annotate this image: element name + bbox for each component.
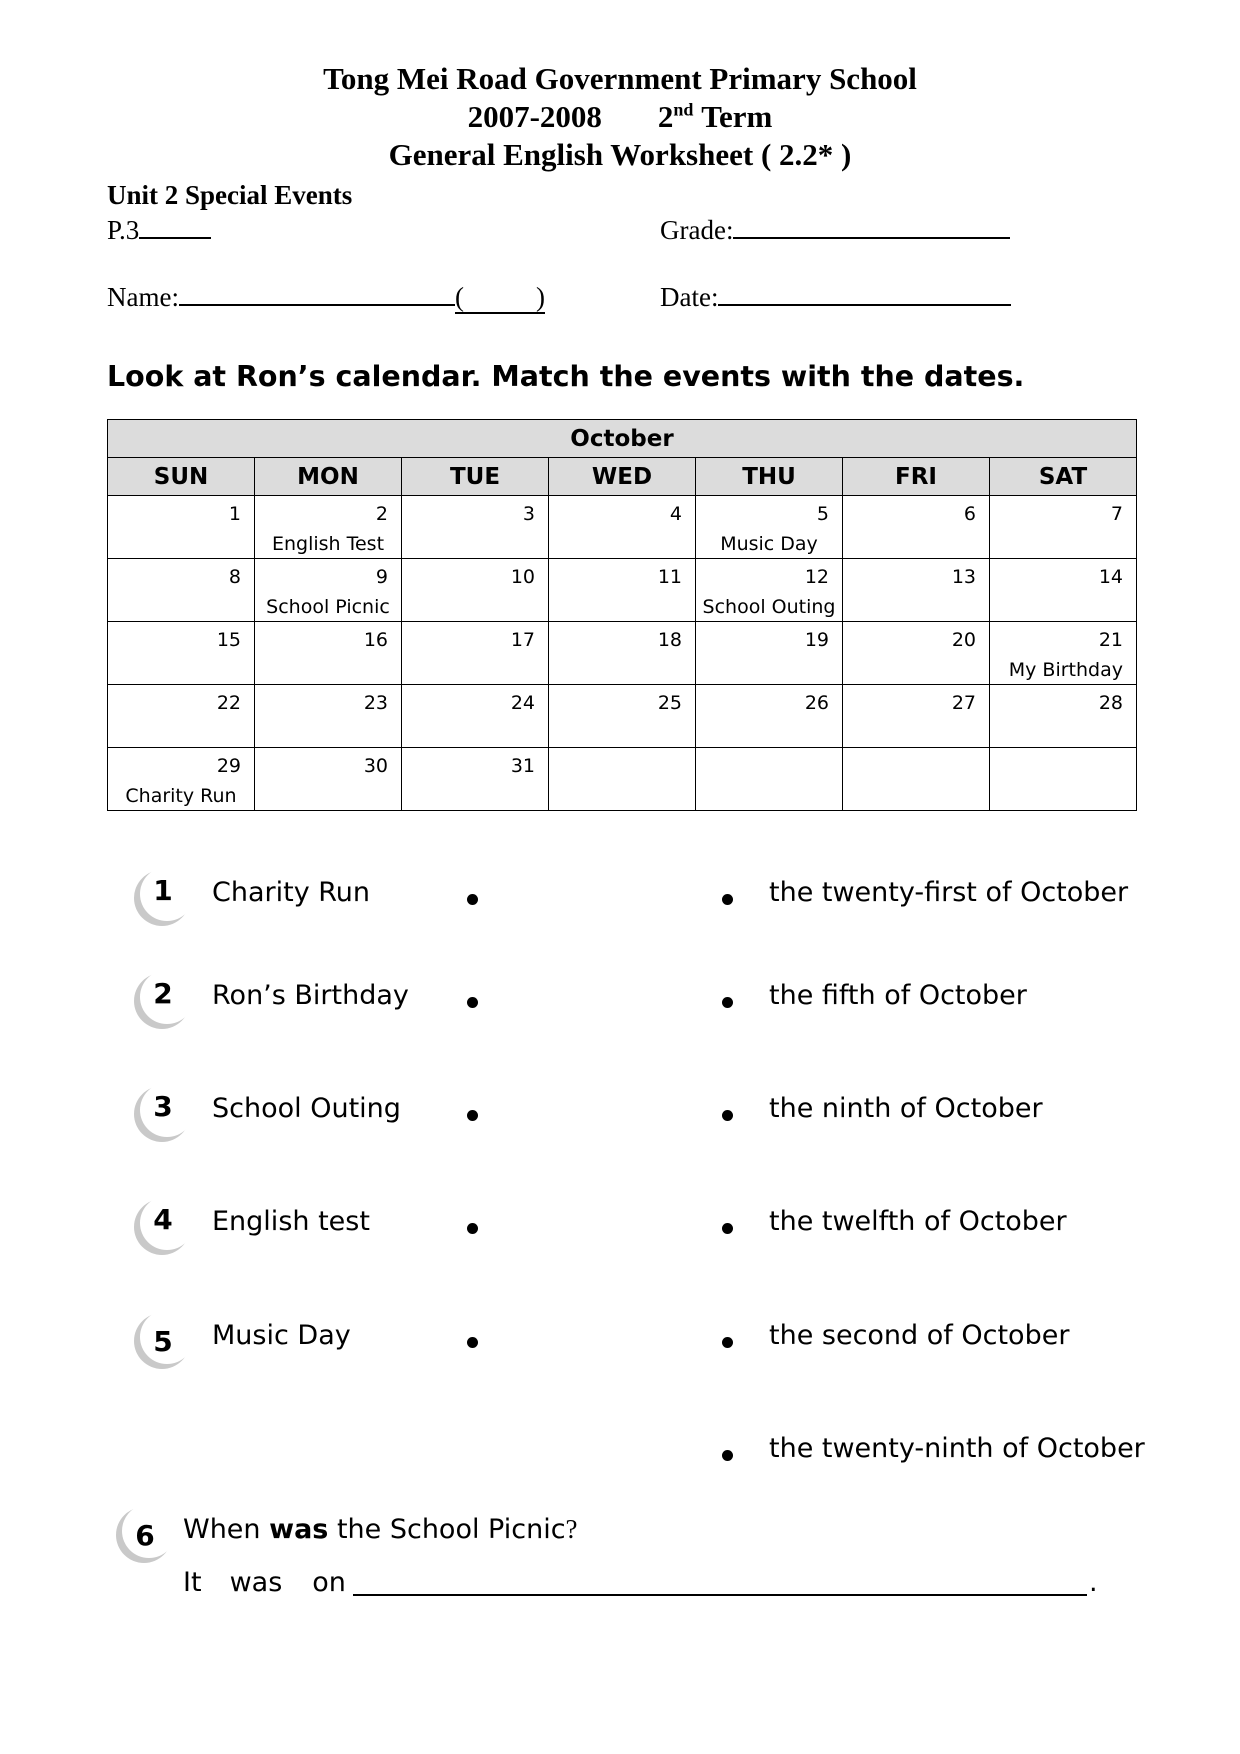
question-number: 6: [135, 1519, 155, 1552]
calendar-weekday-row: [108, 458, 1137, 496]
name-blank[interactable]: [179, 280, 455, 306]
school-name: Tong Mei Road Government Primary School: [323, 61, 917, 96]
calendar-day-cell: [255, 559, 402, 622]
calendar-day-cell: [108, 748, 255, 811]
event-label: Music Day: [212, 1320, 351, 1351]
day-event: School Picnic: [266, 596, 390, 618]
day-number: 4: [669, 503, 682, 525]
term-line: [0, 98, 1240, 136]
ron-calendar: [107, 419, 1137, 811]
calendar-day-cell: [255, 622, 402, 685]
worksheet-header: [0, 60, 1240, 174]
day-number: 16: [363, 629, 388, 651]
term-number-value: 2: [657, 99, 674, 134]
day-number: 10: [510, 566, 535, 588]
question-badge: [134, 870, 190, 926]
calendar-day-cell: [402, 685, 549, 748]
calendar-day-cell: [402, 559, 549, 622]
unit-title: Unit 2 Special Events: [107, 180, 353, 210]
day-number: 25: [657, 692, 682, 714]
day-number: 12: [804, 566, 829, 588]
instruction: Look at Ron’s calendar. Match the events with the dates.: [107, 360, 1025, 393]
question-6-text: [183, 1514, 578, 1545]
day-number: 14: [1098, 566, 1123, 588]
question-number: 2: [153, 977, 173, 1010]
paren-open: (: [454, 282, 464, 312]
calendar-month-row: [108, 420, 1137, 458]
event-match-dot[interactable]: [467, 997, 478, 1008]
day-number: 15: [216, 629, 241, 651]
term-number: [658, 98, 694, 136]
question-text-before: When: [183, 1514, 270, 1545]
answer-word-it: It: [183, 1567, 202, 1598]
day-number: 21: [1098, 629, 1123, 651]
grade-label: Grade:: [660, 215, 734, 245]
day-number: 13: [951, 566, 976, 588]
day-number: 3: [522, 503, 535, 525]
name-field[interactable]: [107, 280, 545, 313]
calendar-day-cell: [990, 748, 1137, 811]
date-label: the twenty-ninth of October: [769, 1433, 1145, 1464]
question-number: 3: [153, 1090, 173, 1123]
calendar-day-cell: [255, 496, 402, 559]
answer-word-was: was: [229, 1567, 283, 1598]
date-label: Date:: [660, 282, 719, 312]
school-year: 2007-2008: [467, 99, 602, 134]
event-label: Charity Run: [212, 877, 371, 908]
grade-field[interactable]: [660, 213, 1010, 246]
day-event: Music Day: [720, 533, 818, 555]
day-event: Charity Run: [125, 785, 237, 807]
class-blank[interactable]: [139, 213, 211, 239]
event-label: School Outing: [212, 1093, 401, 1124]
event-match-dot[interactable]: [467, 1223, 478, 1234]
calendar-week-row: [108, 559, 1137, 622]
date-label: the twenty-first of October: [769, 877, 1129, 908]
day-number: 23: [363, 692, 388, 714]
weekday-header: WED: [549, 458, 696, 496]
calendar-day-cell: [696, 622, 843, 685]
question-mark: ?: [565, 1514, 578, 1544]
question-text-bold: was: [269, 1514, 329, 1545]
question-badge: [134, 1086, 190, 1142]
calendar-day-cell: [843, 622, 990, 685]
worksheet-title: General English Worksheet ( 2.2* ): [388, 137, 852, 172]
calendar-day-cell: [990, 559, 1137, 622]
calendar-day-cell: [108, 496, 255, 559]
event-match-dot[interactable]: [467, 1337, 478, 1348]
calendar-day-cell: [108, 622, 255, 685]
calendar-week-row: [108, 685, 1137, 748]
day-number: 27: [951, 692, 976, 714]
day-number: 6: [963, 503, 976, 525]
day-number: 28: [1098, 692, 1123, 714]
day-number: 29: [216, 755, 241, 777]
calendar-week-row: [108, 496, 1137, 559]
question-text-after: the School Picnic: [328, 1514, 566, 1545]
date-match-dot[interactable]: [722, 997, 733, 1008]
day-number: 5: [816, 503, 829, 525]
calendar-day-cell: [549, 559, 696, 622]
answer-prompt: [183, 1567, 346, 1598]
calendar-day-cell: [990, 496, 1137, 559]
calendar-day-cell: [549, 496, 696, 559]
question-number: 1: [153, 874, 173, 907]
answer-period: .: [1089, 1567, 1098, 1598]
calendar-day-cell: [843, 685, 990, 748]
date-field[interactable]: [660, 280, 1011, 313]
class-field[interactable]: [107, 213, 211, 246]
day-number: 2: [375, 503, 388, 525]
day-number: 1: [228, 503, 241, 525]
answer-word-on: on: [312, 1567, 346, 1598]
calendar-week-row: [108, 622, 1137, 685]
day-number: 9: [375, 566, 388, 588]
weekday-header: TUE: [402, 458, 549, 496]
calendar-day-cell: [549, 685, 696, 748]
weekday-header: SAT: [990, 458, 1137, 496]
weekday-header: MON: [255, 458, 402, 496]
calendar-day-cell: [696, 496, 843, 559]
calendar-day-cell: [402, 748, 549, 811]
date-label: the second of October: [769, 1320, 1070, 1351]
weekday-header: SUN: [108, 458, 255, 496]
event-match-dot[interactable]: [467, 894, 478, 905]
day-number: 22: [216, 692, 241, 714]
date-label: the twelfth of October: [769, 1206, 1067, 1237]
paren-close: ): [535, 282, 545, 312]
day-event: School Outing: [702, 596, 836, 618]
question-number: 5: [153, 1325, 173, 1358]
event-label: Ron’s Birthday: [212, 980, 409, 1011]
calendar-day-cell: [402, 496, 549, 559]
name-label: Name:: [107, 282, 179, 312]
class-label: P.3: [107, 215, 140, 245]
calendar-day-cell: [108, 559, 255, 622]
day-number: 8: [228, 566, 241, 588]
calendar-day-cell: [549, 622, 696, 685]
event-match-dot[interactable]: [467, 1110, 478, 1121]
date-label: the ninth of October: [769, 1093, 1043, 1124]
day-event: My Birthday: [1008, 659, 1123, 681]
day-number: 20: [951, 629, 976, 651]
question-badge-6: [116, 1507, 172, 1563]
calendar-day-cell: [696, 748, 843, 811]
day-number: 7: [1110, 503, 1123, 525]
calendar-day-cell: [990, 622, 1137, 685]
date-match-dot[interactable]: [722, 1337, 733, 1348]
day-number: 24: [510, 692, 535, 714]
event-label: English test: [212, 1206, 370, 1237]
day-number: 31: [510, 755, 535, 777]
day-event: English Test: [271, 533, 385, 555]
day-number: 30: [363, 755, 388, 777]
question-badge: [134, 1313, 190, 1369]
calendar-day-cell: [255, 685, 402, 748]
date-match-dot[interactable]: [722, 894, 733, 905]
question-badge: [134, 1199, 190, 1255]
grade-blank[interactable]: [733, 213, 1010, 239]
day-number: 18: [657, 629, 682, 651]
class-number-blank[interactable]: [455, 282, 545, 314]
calendar-day-cell: [549, 748, 696, 811]
answer-blank[interactable]: [353, 1594, 1087, 1596]
calendar-day-cell: [402, 622, 549, 685]
calendar-day-cell: [108, 685, 255, 748]
term-ordinal-suffix: nd: [673, 99, 694, 120]
weekday-header: FRI: [843, 458, 990, 496]
calendar-day-cell: [255, 748, 402, 811]
date-blank[interactable]: [718, 280, 1011, 306]
calendar-day-cell: [696, 559, 843, 622]
calendar-day-cell: [696, 685, 843, 748]
date-match-dot[interactable]: [722, 1450, 733, 1461]
day-number: 26: [804, 692, 829, 714]
question-number: 4: [153, 1203, 173, 1236]
question-badge: [134, 973, 190, 1029]
day-number: 19: [804, 629, 829, 651]
date-match-dot[interactable]: [722, 1110, 733, 1121]
calendar-day-cell: [990, 685, 1137, 748]
weekday-header: THU: [696, 458, 843, 496]
calendar-day-cell: [843, 496, 990, 559]
calendar-month: October: [108, 420, 1137, 458]
calendar-day-cell: [843, 559, 990, 622]
date-match-dot[interactable]: [722, 1223, 733, 1234]
date-label: the fifth of October: [769, 980, 1027, 1011]
term-word: Term: [701, 99, 773, 134]
calendar-day-cell: [843, 748, 990, 811]
calendar-week-row: [108, 748, 1137, 811]
day-number: 17: [510, 629, 535, 651]
day-number: 11: [657, 566, 682, 588]
